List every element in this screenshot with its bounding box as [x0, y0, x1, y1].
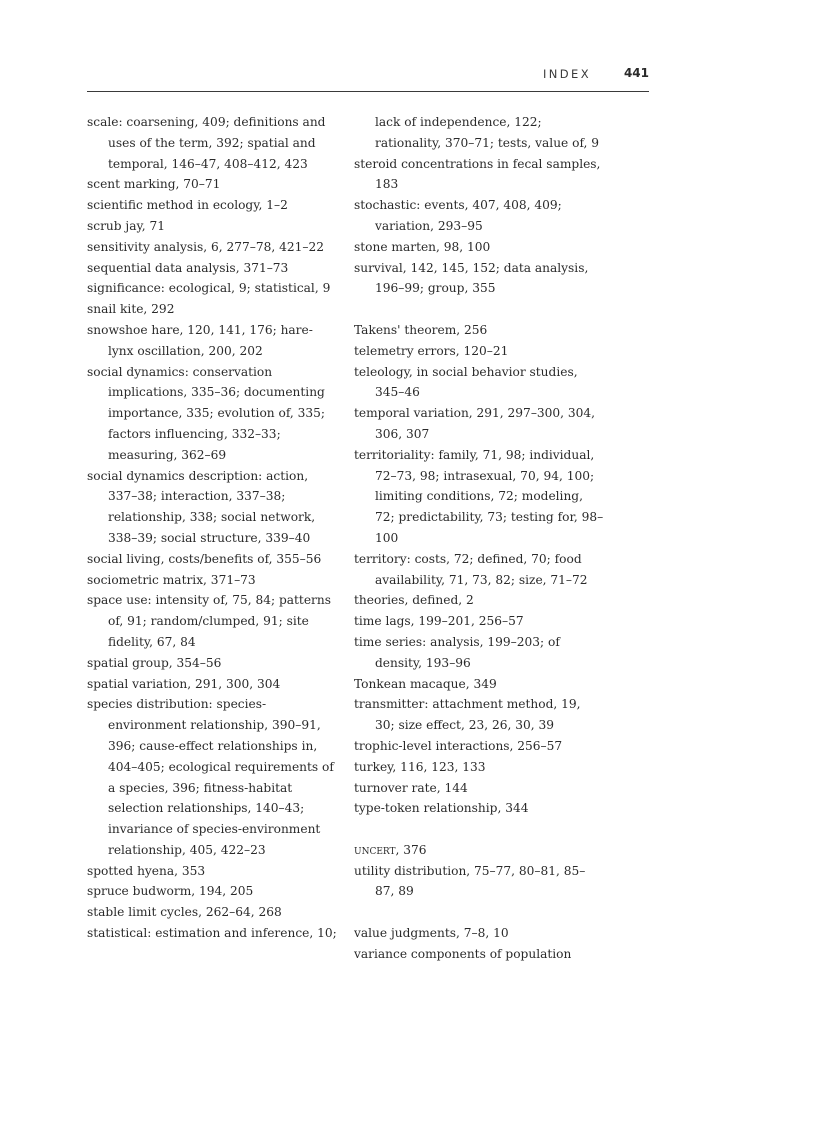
index-entry: utility distribution, 75–77, 80–81, 85–87, 89 [354, 863, 586, 899]
index-entry: value judgments, 7–8, 10 [354, 926, 509, 941]
index-entry [354, 840, 604, 861]
small-caps-term: uncert [354, 842, 396, 857]
index-entry: trophic-level interactions, 256–57 [354, 738, 563, 753]
index-entry: stone marten, 98, 100 [354, 239, 491, 254]
index-entry: species distribution: species-environment relationship, 390–91, 396; cause-effect relationships in, 404–405; ecological requirements of a species, 396; fitness-habitat selection relationships, 140–43; invariance of species-environment relationship, 405, 422–23 [87, 697, 334, 857]
index-entry: turkey, 116, 123, 133 [354, 759, 486, 774]
index-entry: spotted hyena, 353 [87, 863, 206, 878]
index-entry: sociometric matrix, 371–73 [87, 572, 256, 587]
index-entry: variance components of population [354, 946, 572, 961]
index-entry: space use: intensity of, 75, 84; patterns of, 91; random/clumped, 91; site fidelity, 67, 84 [87, 593, 331, 649]
index-entry: social dynamics: conservation implications, 335–36; documenting importance, 335; evolution of, 335; factors influencing, 332–33; measuring, 362–69 [87, 364, 326, 462]
index-entry: territoriality: family, 71, 98; individual, 72–73, 98; intrasexual, 70, 94, 100; limiting conditions, 72; modeling, 72; predictability, 73; testing for, 98–100 [354, 447, 604, 545]
index-entry: telemetry errors, 120–21 [354, 343, 509, 358]
index-entry: spruce budworm, 194, 205 [87, 884, 254, 899]
index-entry: snail kite, 292 [87, 302, 175, 317]
index-entry: scale: coarsening, 409; definitions and uses of the term, 392; spatial and temporal, 146–47, 408–412, 423 [87, 115, 326, 171]
running-header [87, 63, 649, 92]
index-entry: scrub jay, 71 [87, 218, 165, 233]
index-entry: social dynamics description: action, 337–38; interaction, 337–38; relationship, 338; social network, 338–39; social structure, 339–40 [87, 468, 316, 545]
running-head: INDEX [543, 67, 591, 81]
index-entry: time series: analysis, 199–203; of density, 193–96 [354, 634, 560, 670]
index-entry: steroid concentrations in fecal samples, 183 [354, 156, 601, 192]
letter-group-gap [354, 819, 604, 840]
index-entry: stable limit cycles, 262–64, 268 [87, 905, 282, 920]
index-entry: Tonkean macaque, 349 [354, 676, 497, 691]
index-entry: snowshoe hare, 120, 141, 176; hare-lynx oscillation, 200, 202 [87, 322, 313, 358]
index-entry-continuation: lack of independence, 122; rationality, 370–71; tests, value of, 9 [375, 115, 600, 150]
index-entry: stochastic: events, 407, 408, 409; variation, 293–95 [354, 198, 562, 233]
index-entry: scent marking, 70–71 [87, 177, 221, 192]
index-entry: theories, defined, 2 [354, 593, 474, 608]
index-entry: significance: ecological, 9; statistical, 9 [87, 281, 331, 296]
letter-group-gap [354, 299, 604, 320]
index-entry: scientific method in ecology, 1–2 [87, 198, 288, 213]
index-entry: sensitivity analysis, 6, 277–78, 421–22 [87, 239, 325, 254]
index-entry: Takens' theorem, 256 [354, 322, 488, 337]
index-entry: survival, 142, 145, 152; data analysis, 196–99; group, 355 [354, 260, 589, 296]
index-entry: turnover rate, 144 [354, 780, 468, 795]
index-entry: sequential data analysis, 371–73 [87, 260, 289, 275]
page-refs: , 376 [395, 842, 427, 857]
index-entry: social living, costs/benefits of, 355–56 [87, 551, 322, 566]
index-entry: statistical: estimation and inference, 10; [87, 926, 337, 941]
page-number: 441 [623, 66, 649, 80]
letter-group-gap [354, 902, 604, 923]
index-column-left [87, 112, 337, 944]
index-column-right [354, 112, 604, 965]
index-entry: territory: costs, 72; defined, 70; food availability, 71, 73, 82; size, 71–72 [354, 551, 588, 587]
index-entry: time lags, 199–201, 256–57 [354, 614, 524, 629]
index-entry: spatial variation, 291, 300, 304 [87, 676, 281, 691]
index-entry: temporal variation, 291, 297–300, 304, 306, 307 [354, 406, 596, 441]
index-entry: transmitter: attachment method, 19, 30; size effect, 23, 26, 30, 39 [354, 697, 581, 733]
index-entry: type-token relationship, 344 [354, 801, 529, 816]
index-entry: teleology, in social behavior studies, 345–46 [354, 364, 578, 400]
index-entry: spatial group, 354–56 [87, 655, 222, 670]
